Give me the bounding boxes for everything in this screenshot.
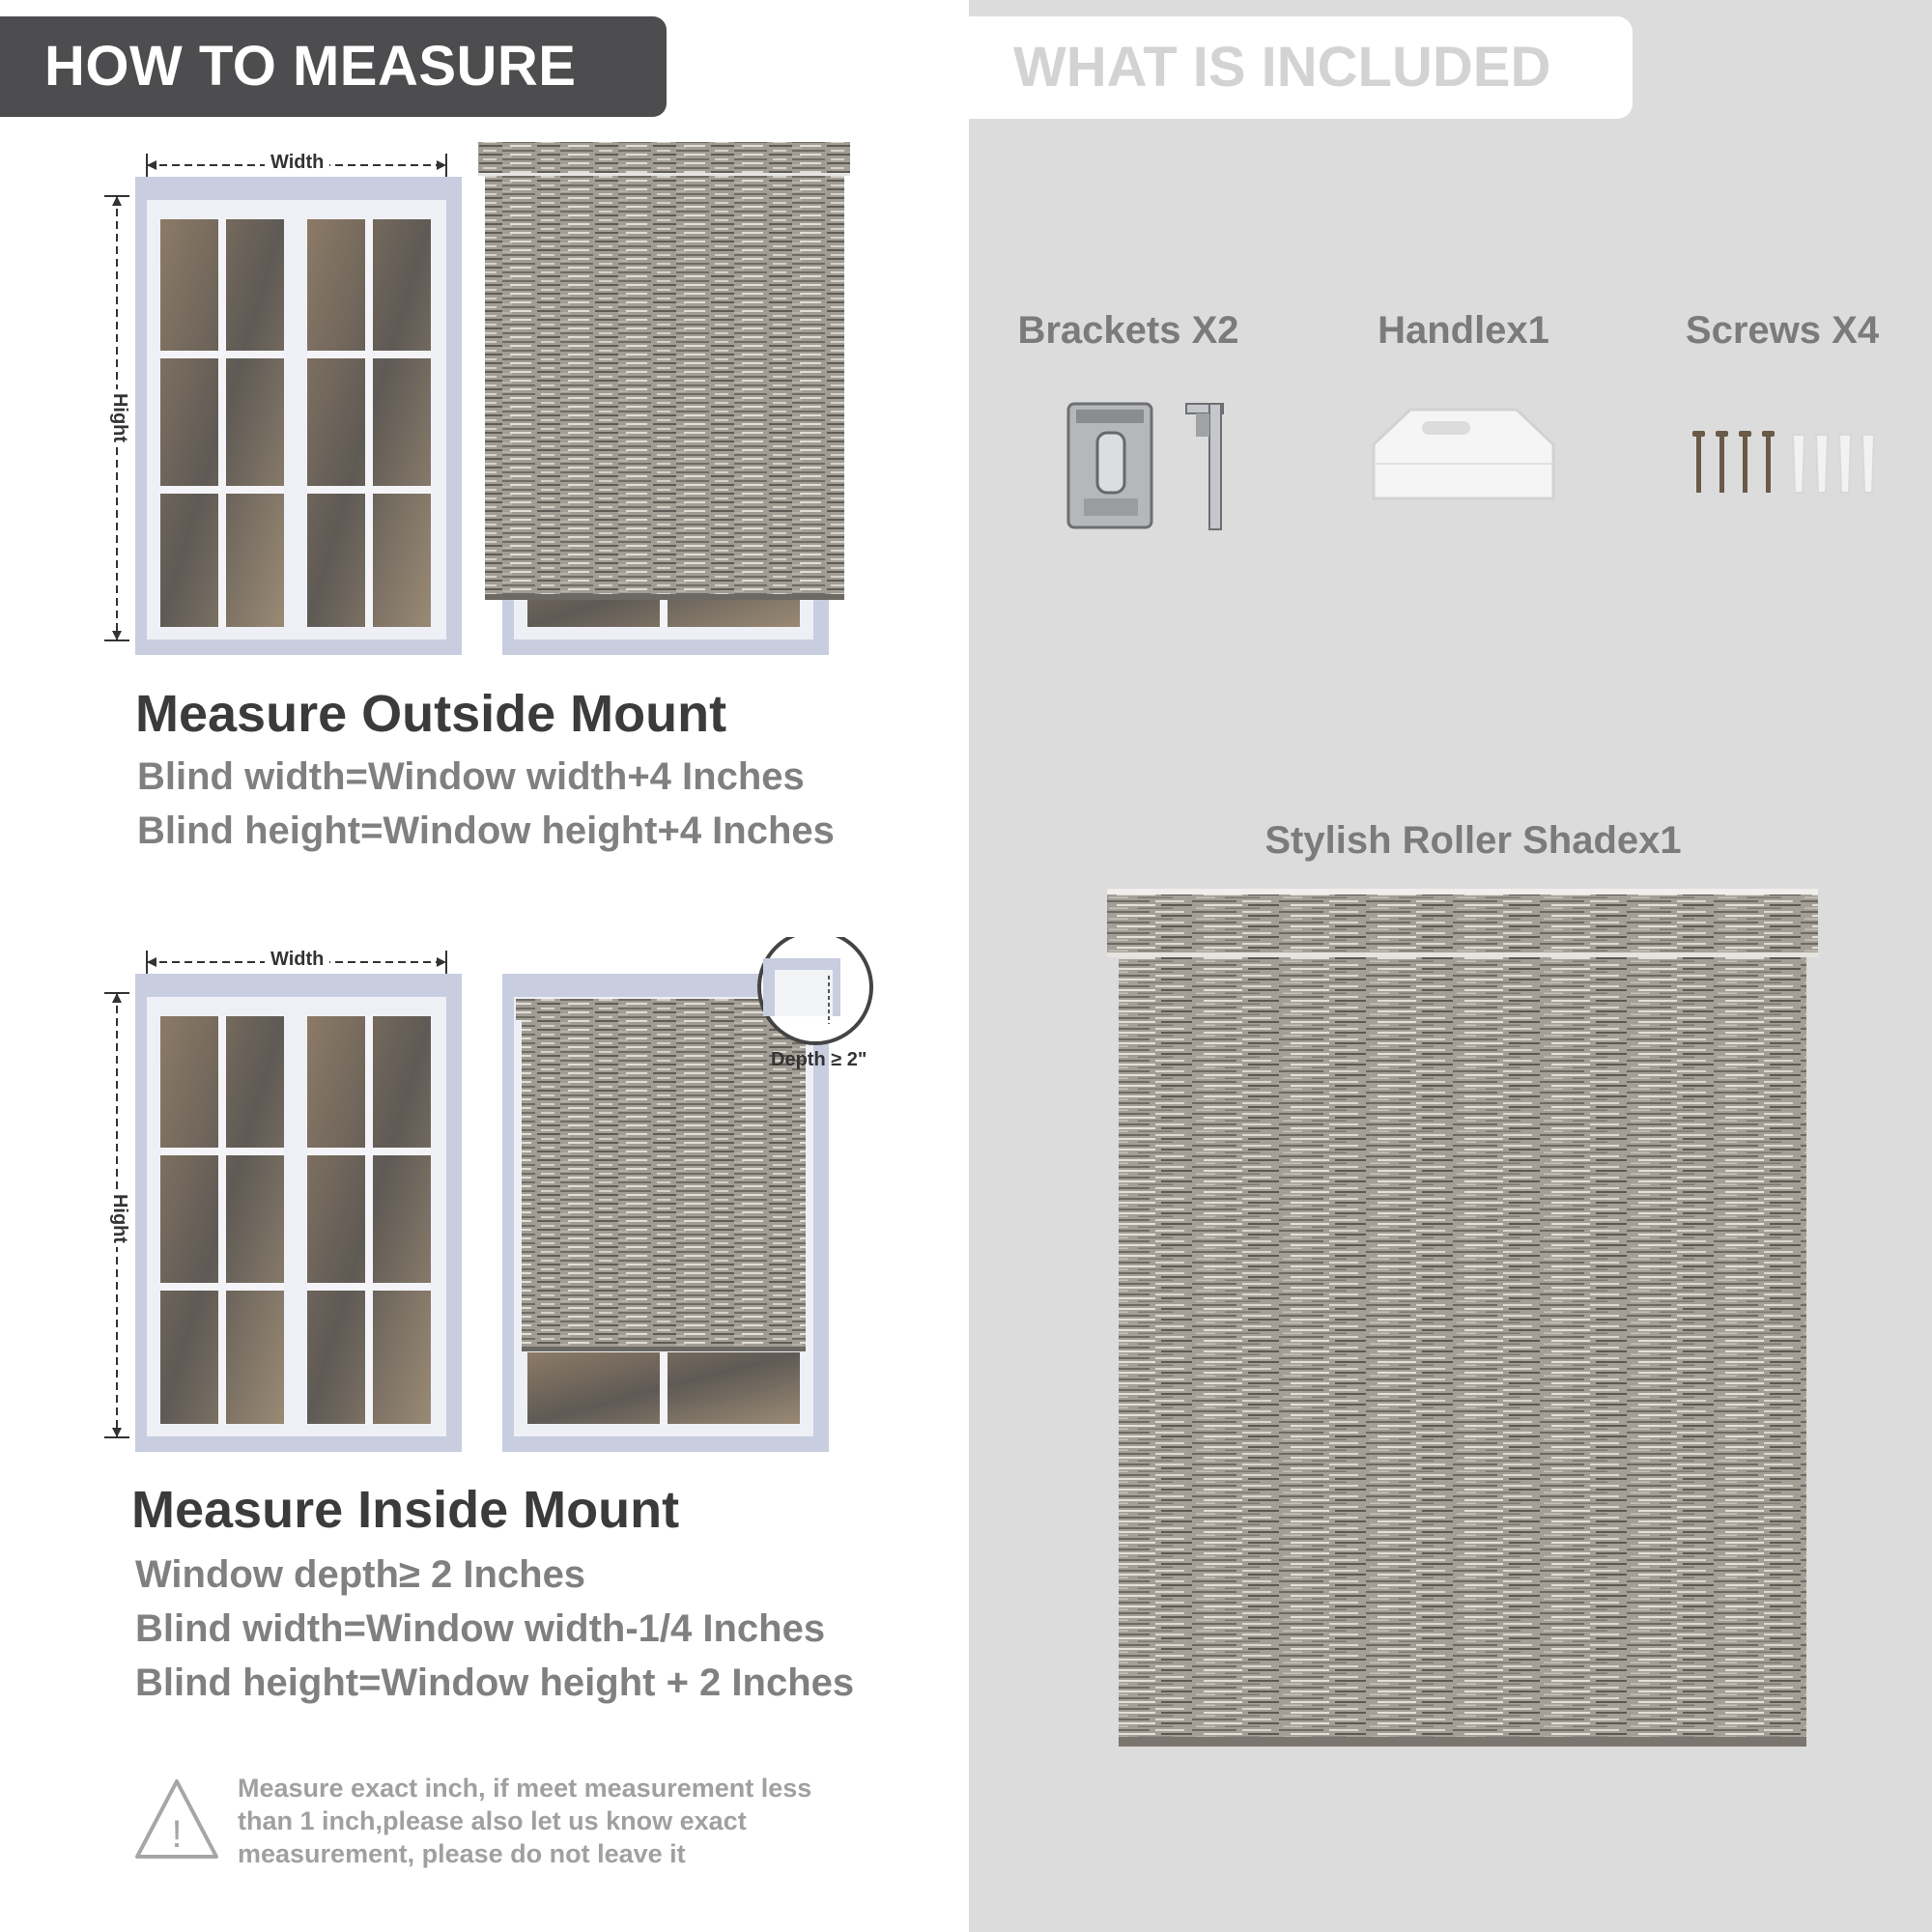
roller-shade-image xyxy=(1105,889,1822,1756)
note-line-1: Measure exact inch, if meet measurement less xyxy=(238,1774,812,1803)
outside-mount-heading: Measure Outside Mount xyxy=(135,685,727,743)
note-line-2: than 1 inch,please also let us know exact xyxy=(238,1806,747,1835)
screw-icon xyxy=(1689,429,1882,498)
handle-label: Handlex1 xyxy=(1378,309,1549,352)
inside-height-rule: Blind height=Window height + 2 Inches xyxy=(135,1662,855,1704)
hight-label: Hight xyxy=(108,1190,130,1247)
how-to-measure-banner: HOW TO MEASURE xyxy=(0,16,667,117)
inside-mount-diagram xyxy=(97,937,889,1463)
note-line-3: measurement, please do not leave it xyxy=(238,1839,686,1868)
inside-depth-rule: Window depth≥ 2 Inches xyxy=(135,1553,586,1596)
inside-mount-heading: Measure Inside Mount xyxy=(131,1481,680,1539)
warning-icon xyxy=(133,1776,220,1862)
hight-label: Hight xyxy=(108,389,130,446)
bracket-icon xyxy=(1061,398,1235,538)
width-label: Width xyxy=(265,949,329,971)
outside-mount-diagram xyxy=(97,140,850,667)
screws-label: Screws X4 xyxy=(1685,309,1880,352)
brackets-label: Brackets X2 xyxy=(1017,309,1239,352)
measurement-note xyxy=(238,1772,914,1870)
width-label: Width xyxy=(265,152,329,174)
what-is-included-banner: WHAT IS INCLUDED xyxy=(969,16,1633,119)
handle-icon xyxy=(1364,404,1563,506)
roller-shade-label: Stylish Roller Shadex1 xyxy=(1264,819,1682,862)
outside-width-rule: Blind width=Window width+4 Inches xyxy=(137,755,805,798)
outside-height-rule: Blind height=Window height+4 Inches xyxy=(137,810,835,852)
depth-callout-label: Depth ≥ 2" xyxy=(771,1049,867,1070)
inside-width-rule: Blind width=Window width-1/4 Inches xyxy=(135,1607,826,1650)
svg-text:!: ! xyxy=(171,1813,183,1856)
